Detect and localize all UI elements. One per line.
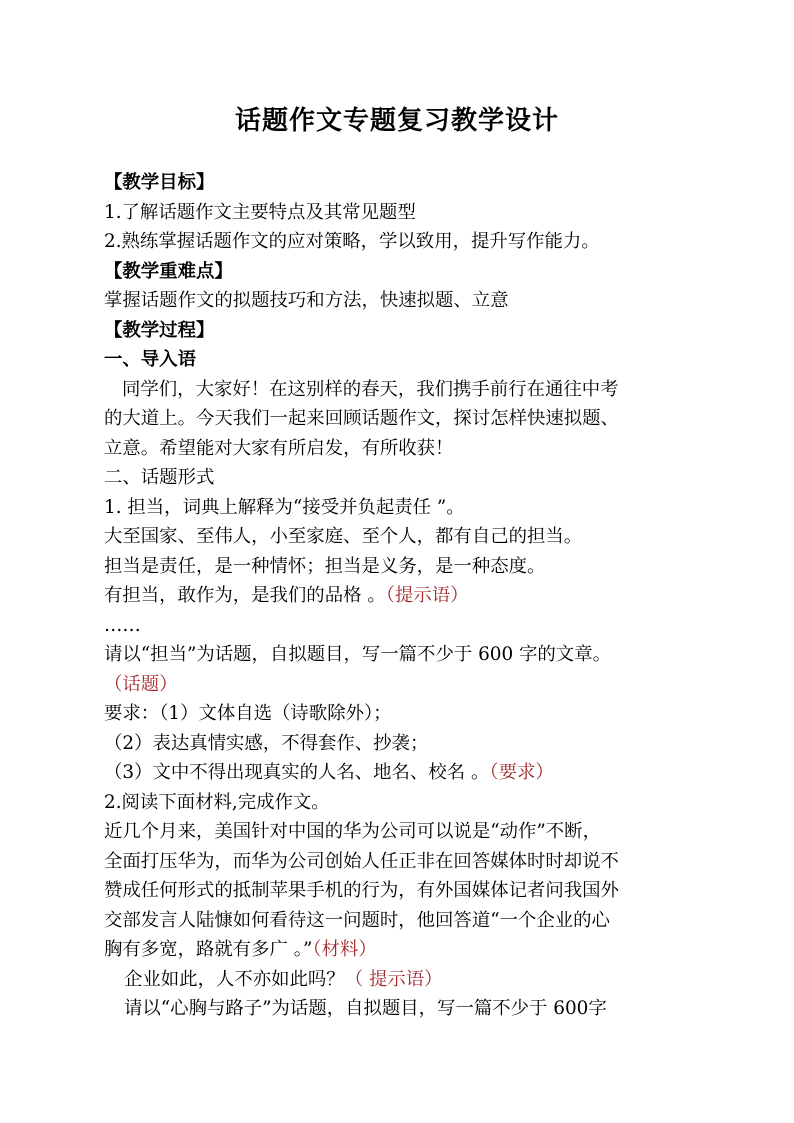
material-label: （材料） (312, 939, 377, 960)
example1-ellipsis: …… (104, 614, 141, 636)
intro-line-2: 的大道上。今天我们一起来回顾话题作文，探讨怎样快速拟题、 (104, 408, 619, 429)
requirement-3-text: （3）文中不得出现真实的人名、地名、校名 。 (104, 762, 490, 783)
requirement-1: 要求：（1）文体自选（诗歌除外）； (104, 703, 392, 724)
example2-line-4: 赞成任何形式的抵制苹果手机的行为，有外国媒体记者问我国外 (104, 880, 619, 901)
example2-line-5: 交部发言人陆慷如何看待这一问题时，他回答道“一个企业的心 (104, 909, 610, 931)
example2-line-1: 2.阅读下面材料,完成作文。 (104, 791, 330, 813)
document-title: 话题作文专题复习教学设计 (234, 106, 559, 136)
intro-heading: 一、导入语 (104, 349, 196, 370)
example2-line-7 (104, 965, 714, 995)
example2-line-3: 全面打压华为，而华为公司创始人任正非在回答媒体时时却说不 (104, 850, 619, 872)
key-points-text: 掌握话题作文的拟题技巧和方法，快速拟题、立意 (104, 290, 509, 311)
intro-line-3: 立意。希望能对大家有所启发，有所收获！ (104, 437, 454, 459)
example2-line-6 (104, 935, 714, 965)
intro-line-1: 同学们，大家好！在这别样的春天，我们携手前行在通往中考 (122, 378, 619, 400)
example1-line-6: 请以“担当”为话题，自拟题目，写一篇不少于 600 字的文章。 (104, 644, 611, 665)
document-body (104, 168, 714, 1024)
topic-label: （话题） (104, 673, 178, 695)
example2-line-2: 近几个月来，美国针对中国的华为公司可以说是“动作”不断， (104, 821, 601, 842)
form-heading: 二、话题形式 (104, 467, 215, 488)
goals-heading: 【教学目标】 (104, 172, 215, 193)
goal-item-2: 2.熟练掌握话题作文的应对策略，学以致用，提升写作能力。 (104, 231, 600, 252)
requirement-2: （2）表达真情实感，不得套作、抄袭； (104, 732, 429, 754)
example2-line-8: 请以“心胸与路子”为话题，自拟题目，写一篇不少于 600字 (124, 998, 607, 1019)
requirement-label: （要求） (489, 762, 554, 783)
example1-line-1: 1. 担当，词典上解释为“接受并负起责任 ”。 (104, 496, 465, 518)
prompt-label-2: （ 提示语） (344, 968, 443, 990)
example2-prompt-text: 企业如此，人不亦如此吗？ (124, 968, 345, 990)
example1-line-3: 担当是责任，是一种情怀；担当是义务，是一种态度。 (104, 555, 546, 577)
example2-material-text: 胸有多宽，路就有多广 。” (104, 939, 313, 960)
process-heading: 【教学过程】 (104, 319, 215, 341)
example1-line-2: 大至国家、至伟人，小至家庭、至个人，都有自己的担当。 (104, 526, 583, 547)
requirement-3 (104, 758, 714, 788)
prompt-label: （提示语） (385, 585, 469, 606)
example1-prompt-text: 有担当，敢作为，是我们的品格 。 (104, 585, 386, 606)
key-points-heading: 【教学重难点】 (104, 260, 233, 282)
example1-line-4 (104, 581, 714, 611)
goal-item-1: 1.了解话题作文主要特点及其常见题型 (104, 201, 416, 223)
